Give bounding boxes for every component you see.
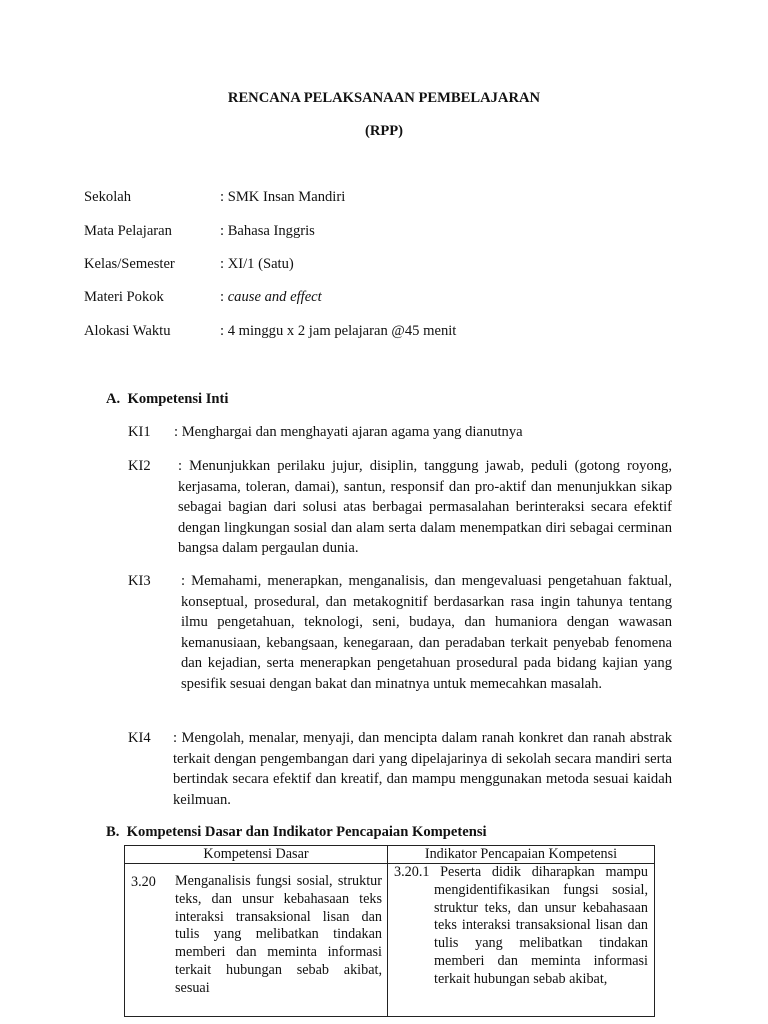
ki2-label: KI2 (128, 458, 151, 474)
ki1-label: KI1 (128, 424, 151, 440)
identity-value-topic-prefix: : (220, 289, 228, 305)
ki4-label: KI4 (128, 730, 151, 746)
ki4-text: : Mengolah, menalar, menyaji, dan mencipta dalam ranah konkret dan ranah abstrak terkait dengan pengembangan dari yang dipelajarinya di sekolah secara mandiri serta bertindak secara efektif dan kreatif, dan mampu menggunakan metoda sesuai kaidah keilmuan. (173, 730, 672, 808)
table-header-row (125, 846, 655, 864)
identity-label-school: Sekolah (84, 189, 132, 205)
kd-number: 3.20 (131, 874, 156, 890)
identity-value-topic-italic: cause and effect (227, 289, 322, 305)
identity-value-class: : XI/1 (Satu) (220, 256, 294, 272)
identity-value-duration: : 4 minggu x 2 jam pelajaran @45 menit (220, 323, 457, 339)
ki1-text: : Menghargai dan menghayati ajaran agama yang dianutnya (174, 424, 523, 440)
table-header-kd: Kompetensi Dasar (125, 846, 388, 864)
document-title: RENCANA PELAKSANAAN PEMBELAJARAN (227, 90, 541, 106)
indicator-cell (388, 864, 655, 1017)
identity-label-subject: Mata Pelajaran (84, 223, 172, 239)
indicator-text: 3.20.1 Peserta didik diharapkan mampu mengidentifikasikan fungsi sosial, struktur teks, dan unsur kebahasaan teks interaksi transaksional lisan dan tulis yang melibatkan tindakan memberi dan meminta informasi terkait hubungan sebab akibat, (394, 864, 648, 987)
ki3-text: : Memahami, menerapkan, menganalisis, dan mengevaluasi pengetahuan faktual, konseptual, prosedural, dan metakognitif berdasarkan rasa ingin tahunya tentang ilmu pengetahuan, teknologi, seni, budaya, dan humaniora dengan wawasan kemanusiaan, kebangsaan, kenegaraan, dan peradaban terkait penyebab fenomena dan kejadian, serta menerapkan pengetahuan prosedural pada bidang kajian yang spesifik sesuai dengan bakat dan minatnya untuk memecahkan masalah. (181, 573, 672, 692)
section-a-heading: A. Kompetensi Inti (106, 391, 229, 407)
identity-value-school: : SMK Insan Mandiri (220, 189, 346, 205)
ki2-text: : Menunjukkan perilaku jujur, disiplin, tanggung jawab, peduli (gotong royong, kerjasama, toleran, damai), santun, responsif dan pro-aktif dan menunjukkan sikap sebagai bagian dari solusi atas berbagai permasalahan berinteraksi secara efektif dengan lingkungan sosial dan alam serta dalam menempatkan diri sebagai cerminan bangsa dalam pergaulan dunia. (178, 458, 672, 556)
competency-table (124, 845, 655, 1017)
ki3-label: KI3 (128, 573, 151, 589)
identity-label-duration: Alokasi Waktu (84, 323, 171, 339)
kd-cell (125, 864, 388, 1017)
document-subtitle: (RPP) (364, 123, 404, 139)
identity-value-subject: : Bahasa Inggris (220, 223, 315, 239)
kd-text: Menganalisis fungsi sosial, struktur teks, dan unsur kebahasaan teks interaksi transaksional lisan dan tulis yang melibatkan tindakan memberi dan meminta informasi terkait hubungan sebab akibat, sesuai (175, 873, 382, 996)
identity-value-topic (220, 289, 322, 306)
identity-label-topic: Materi Pokok (84, 289, 164, 305)
table-row (125, 864, 655, 1017)
section-b-heading: B. Kompetensi Dasar dan Indikator Pencapaian Kompetensi (106, 824, 487, 840)
table-header-indicator: Indikator Pencapaian Kompetensi (388, 846, 655, 864)
identity-label-class: Kelas/Semester (84, 256, 175, 272)
